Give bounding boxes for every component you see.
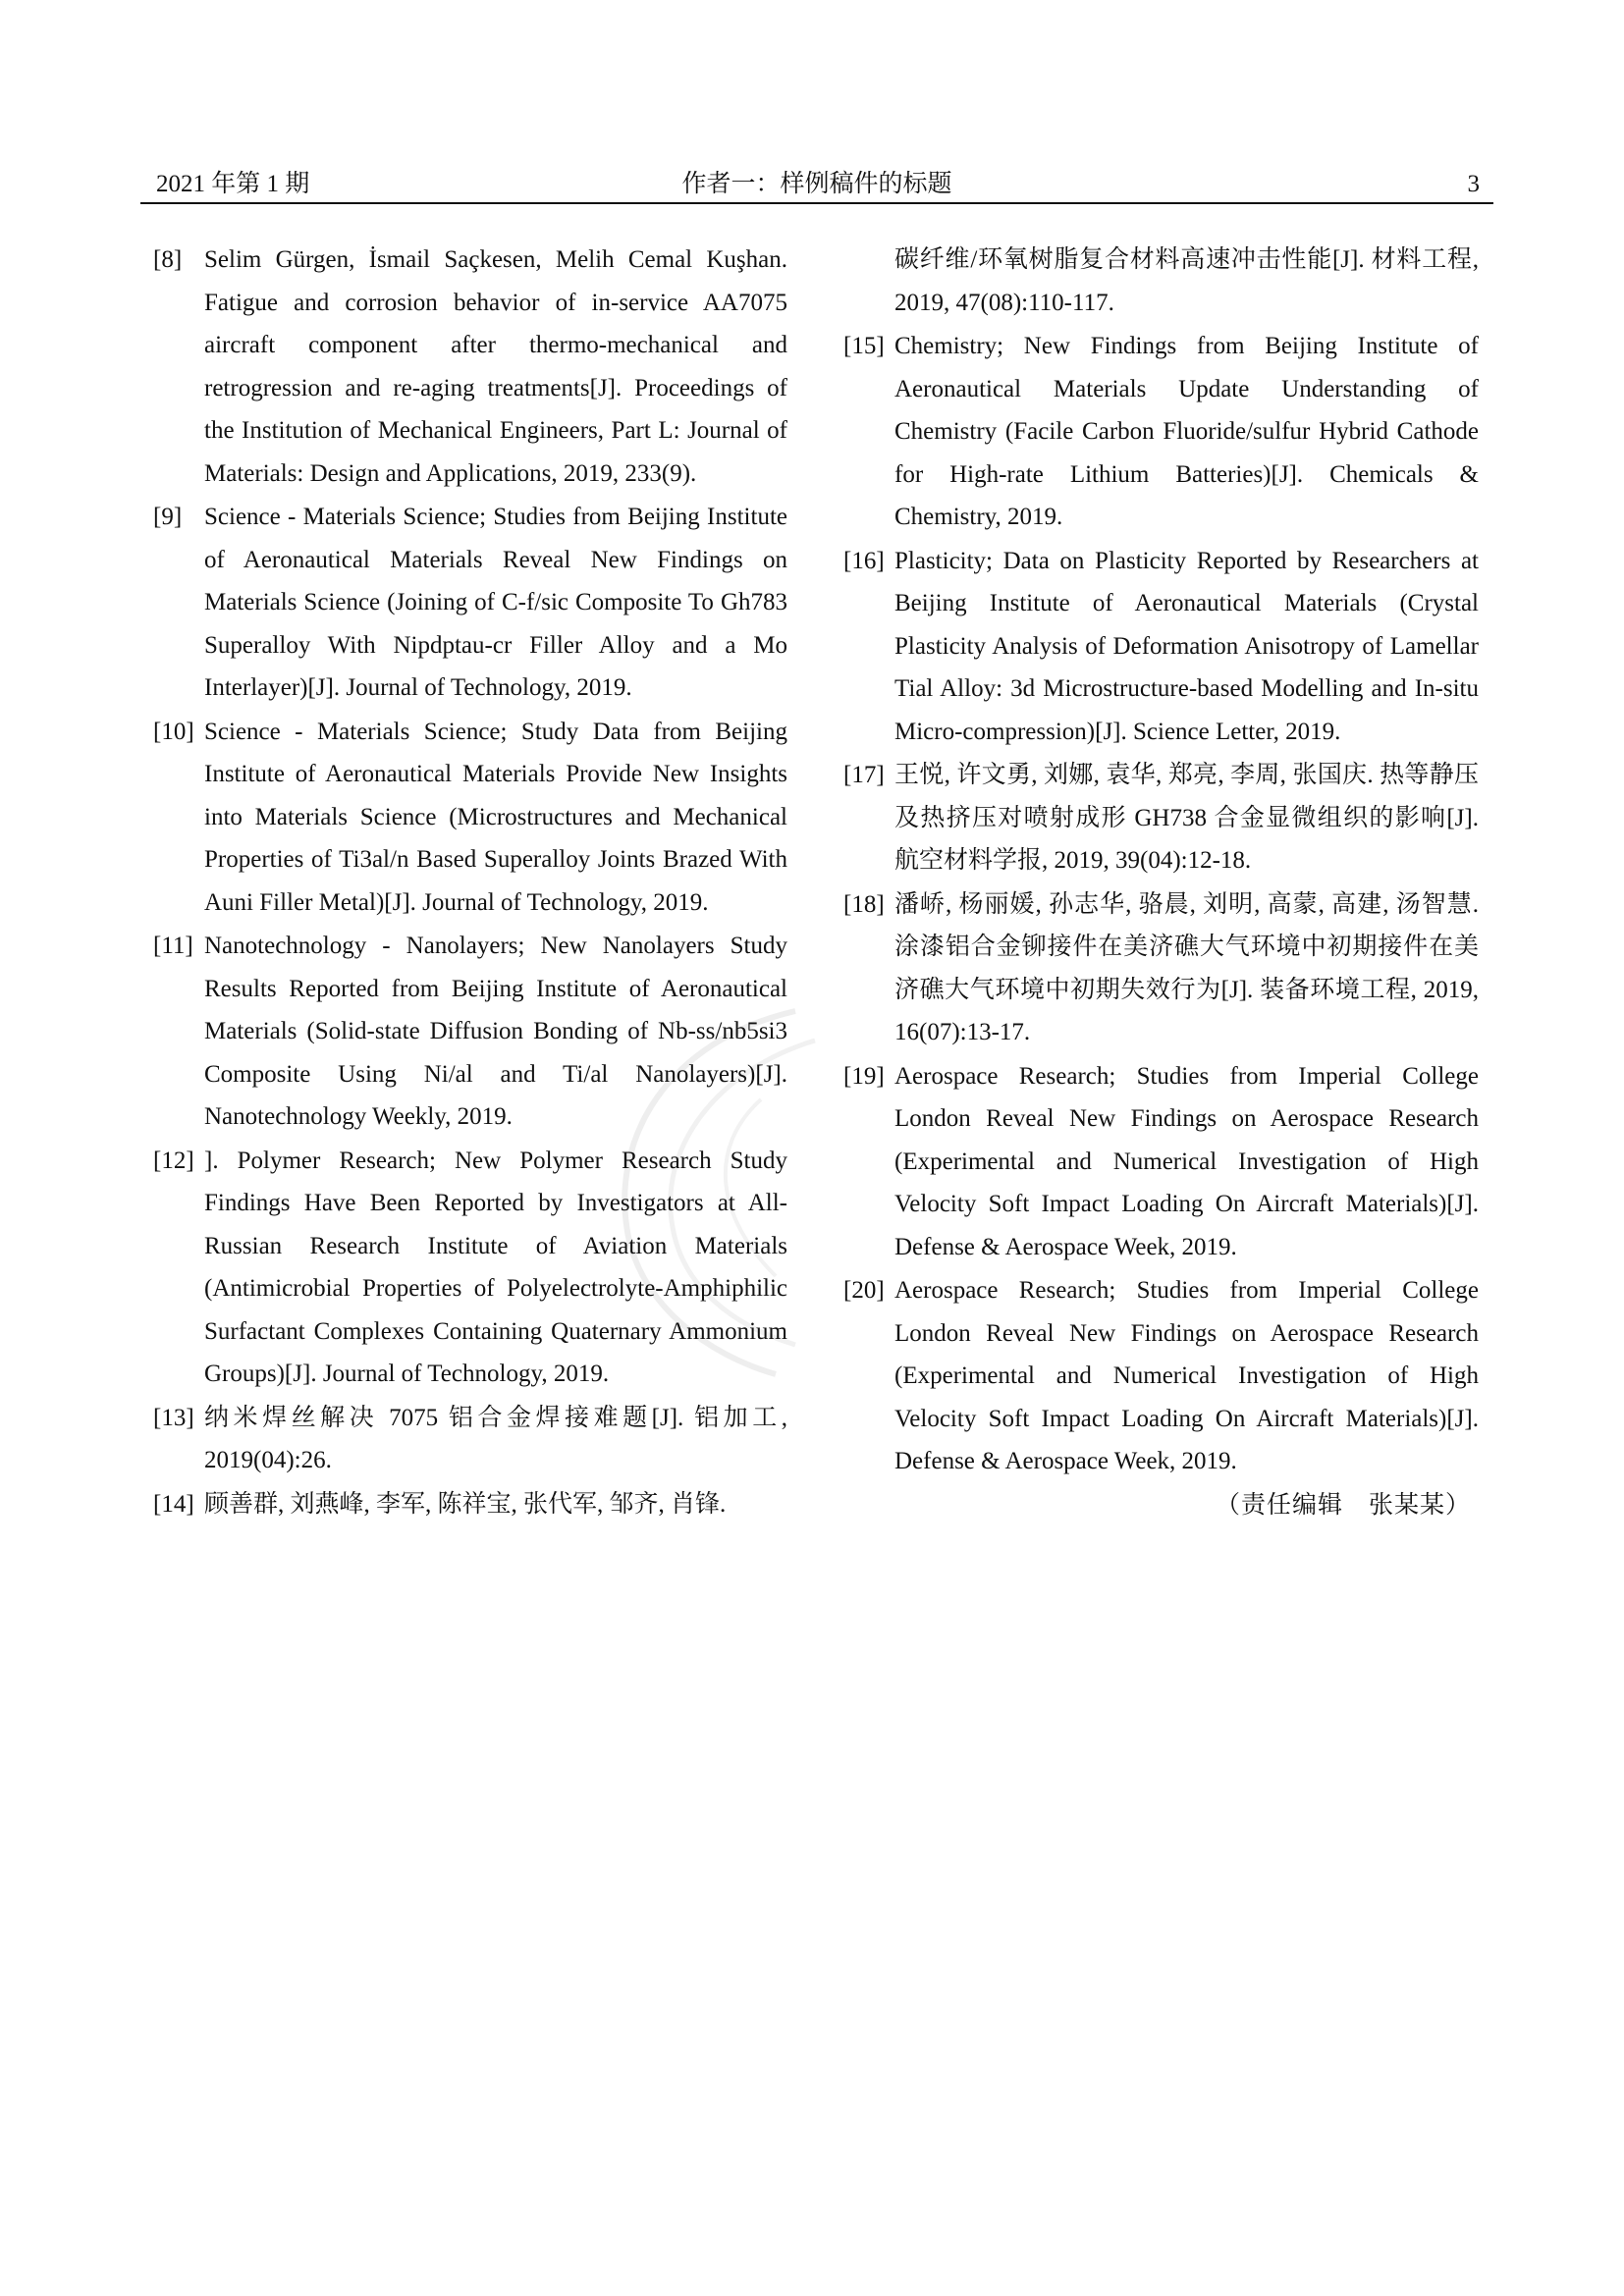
reference-item — [153, 1397, 787, 1482]
reference-item — [153, 239, 787, 495]
reference-item — [843, 325, 1479, 539]
reference-text: ]. Polymer Research; New Polymer Research Study Findings Have Been Reported by Investigators at All-Russian Research Institute of Aviation Materials (Antimicrobial Properties of Polyelectrolyte-Amphiphilic Surfactant Complexes Containing Quaternary Ammonium Groups)[J]. Journal of Technology, 2019. — [204, 1147, 787, 1387]
reference-number: [14] — [153, 1490, 194, 1518]
responsible-editor-note: （责任编辑 张某某） — [1215, 1491, 1471, 1519]
reference-text: Aerospace Research; Studies from Imperial College London Reveal New Findings on Aerospace Research (Experimental and Numerical Investigation of High Velocity Soft Impact Loading On Aircraft Materials)[J]. Defense & Aerospace Week, 2019. — [894, 1277, 1479, 1474]
references-right-column — [843, 239, 1479, 1526]
reference-text: 潘峤, 杨丽媛, 孙志华, 骆晨, 刘明, 高蒙, 高建, 汤智慧. 涂漆铝合金铆接件在美济礁大气环境中初期接件在美济礁大气环境中初期失效行为[J]. 装备环境工程, 2019, 16(07):13-17. — [894, 890, 1479, 1045]
reference-item — [843, 1269, 1479, 1483]
reference-number: [18] — [843, 890, 885, 918]
reference-item — [153, 1140, 787, 1396]
reference-continuation: 碳纤维/环氧树脂复合材料高速冲击性能[J]. 材料工程, 2019, 47(08):110-117. — [894, 246, 1479, 316]
reference-number: [19] — [843, 1062, 885, 1090]
reference-text: 纳米焊丝解决 7075 铝合金焊接难题[J]. 铝加工, 2019(04):26. — [204, 1404, 787, 1473]
reference-item — [153, 496, 787, 710]
page-number: 3 — [1467, 171, 1480, 197]
reference-item — [843, 883, 1479, 1054]
reference-text: Chemistry; New Findings from Beijing Institute of Aeronautical Materials Update Understanding of Chemistry (Facile Carbon Fluoride/sulfur Hybrid Cathode for High-rate Lithium Batteries)[J]. Chemicals & Chemistry, 2019. — [894, 333, 1479, 530]
reference-item — [153, 1483, 787, 1526]
reference-number: [17] — [843, 762, 885, 788]
reference-number: [9] — [153, 504, 183, 530]
reference-number: [16] — [843, 547, 885, 574]
references-left-column — [153, 239, 787, 1526]
page-header — [140, 171, 1493, 204]
reference-number: [13] — [153, 1404, 194, 1431]
reference-item — [153, 925, 787, 1139]
reference-text: Aerospace Research; Studies from Imperial College London Reveal New Findings on Aerospace Research (Experimental and Numerical Investigation of High Velocity Soft Impact Loading On Aircraft Materials)[J]. Defense & Aerospace Week, 2019. — [894, 1062, 1479, 1260]
reference-text: Selim Gürgen, İsmail Saçkesen, Melih Cemal Kuşhan. Fatigue and corrosion behavior of in-service AA7075 aircraft component after thermo-mechanical and retrogression and re-aging treatments[J]. Proceedings of the Institution of Mechanical Engineers, Part L: Journal of Materials: Design and Applications, 2019, 233(9). — [204, 246, 787, 487]
reference-number: [8] — [153, 246, 183, 273]
reference-number: [15] — [843, 333, 885, 359]
reference-text: Plasticity; Data on Plasticity Reported by Researchers at Beijing Institute of Aeronautical Materials (Crystal Plasticity Analysis of Deformation Anisotropy of Lamellar Tial Alloy: 3d Microstructure-based Modelling and In-situ Micro-compression)[J]. Science Letter, 2019. — [894, 547, 1479, 745]
reference-text: Science - Materials Science; Study Data from Beijing Institute of Aeronautical Materials Provide New Insights into Materials Science (Microstructures and Mechanical Properties of Ti3al/n Based Superalloy Joints Brazed With Auni Filler Metal)[J]. Journal of Technology, 2019. — [204, 718, 787, 916]
reference-text: 王悦, 许文勇, 刘娜, 袁华, 郑亮, 李周, 张国庆. 热等静压及热挤压对喷射成形 GH738 合金显微组织的影响[J]. 航空材料学报, 2019, 39(04):12-18. — [894, 762, 1479, 874]
reference-number: [12] — [153, 1147, 194, 1174]
reference-text: Science - Materials Science; Studies from Beijing Institute of Aeronautical Materials Reveal New Findings on Materials Science (Joining of C-f/sic Composite To Gh783 Superalloy With Nipdptau-cr Filler Alloy and a Mo Interlayer)[J]. Journal of Technology, 2019. — [204, 504, 787, 701]
running-title: 作者一：样例稿件的标题 — [681, 171, 952, 197]
reference-item — [843, 754, 1479, 882]
reference-text: Nanotechnology - Nanolayers; New Nanolayers Study Results Reported from Beijing Institute of Aeronautical Materials (Solid-state Diffusion Bonding of Nb-ss/nb5si3 Composite Using Ni/al and Ti/al Nanolayers)[J]. Nanotechnology Weekly, 2019. — [204, 933, 787, 1130]
reference-text: 顾善群, 刘燕峰, 李军, 陈祥宝, 张代军, 邹齐, 肖锋. — [204, 1490, 727, 1518]
reference-item — [843, 540, 1479, 754]
reference-number: [10] — [153, 718, 194, 745]
journal-issue: 2021 年第 1 期 — [156, 171, 310, 197]
reference-item — [843, 1055, 1479, 1269]
reference-number: [11] — [153, 933, 193, 959]
reference-item — [153, 711, 787, 925]
reference-number: [20] — [843, 1277, 885, 1304]
